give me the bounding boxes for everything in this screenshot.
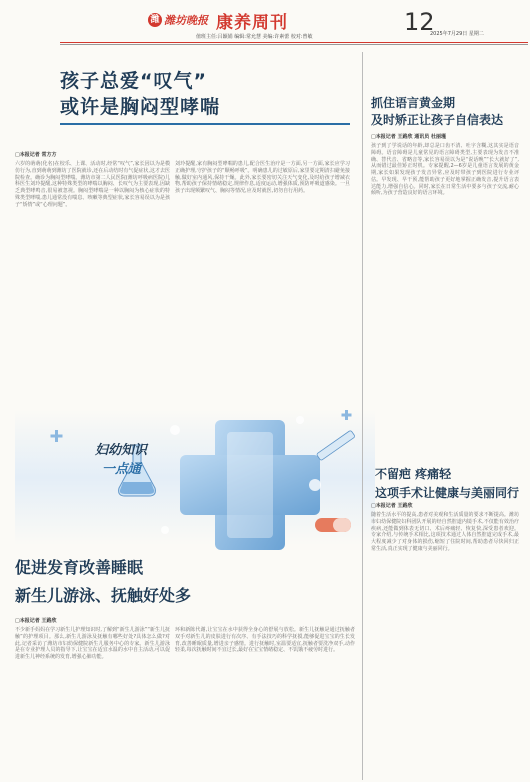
staff-credits: 值班主任:吕颖娟 编辑:常允慧 美编:许素蕾 校对:曾敏 <box>196 34 313 40</box>
story1-body-col2: 刘玲提醒,家有胸闷型哮喘的患儿,配合医生治疗是一方面,另一方面,家长应学习正确护理,守护孩子的“顺畅呼吸”。明确患儿的过敏原后,家里要定期清扫避免接触,做好室内通风,保持干燥。此外,家长要密切关注天气变化,及时给孩子增减衣物,帮助孩子保持情绪稳定,规律作息,适度运动,增强体质,预防呼吸道感染。一旦孩子出现频繁叹气、胸闷等情况,应及时就医,切勿自行用药。 <box>175 161 350 194</box>
paper-name: 潍坊晚报 <box>164 14 208 27</box>
story1-headline-line1: 孩子总爱“叹气” <box>60 70 207 92</box>
story4-headline-line1: 不留疤 疼痛轻 <box>375 467 452 481</box>
story2-body-col1: 不少新手妈妈在学习新生儿护理知识时,了解到“新生儿游泳”“新生儿抚触”的护理项目。那么,新生儿游泳及抚触有哪些好处?具体怎么做?对此,记者采访了潍坊市妇幼保健院新生儿服务中心的专家。新生儿游泳是在专业护理人员的指导下,让宝宝在适宜水温的水中自主活动,可以促进新生儿神经系统的发育,增强心肺功能。 <box>15 627 170 660</box>
header-rule-thin <box>60 44 528 45</box>
story4-byline: □本报记者 王路欣 <box>371 503 413 509</box>
story2-headline-line1: 促进发育改善睡眠 <box>15 558 144 577</box>
story2-headline-line2: 新生儿游泳、抚触好处多 <box>15 586 192 605</box>
story4-headline-line2: 这项手术让健康与美丽同行 <box>375 486 520 500</box>
logo-icon: 潍 <box>148 13 162 27</box>
story3-byline: □本报记者 王路欣 通讯员 杜丽瑾 <box>371 134 446 140</box>
story1-accent-rule <box>60 123 350 125</box>
edition-date: 2025年7月29日 星期二 <box>430 31 484 37</box>
tip-section-subtitle: 一点通 <box>102 462 142 477</box>
story3-body: 孩子到了学说话的年龄,却总是口齿不清、吐字含糊,这其实是语音障碍。语音障碍是儿童常见的语言障碍类型,主要表现为发音不准确、替代音、省略音等,家长容易误以为是“说话晚”“长大就好了”,从而错过最佳矫正时机。专家提醒,2—6岁是儿童语言发展的黄金期,家长如果发现孩子发音异常,应及时带孩子到医院进行专业评估。早发现、早干预,能帮助孩子更好地掌握正确发音,提升语言表达能力,增强自信心。同时,家长在日常生活中要多与孩子交流,耐心倾听,为孩子营造良好的语言环境。 <box>371 143 519 197</box>
story1-byline: □本报记者 常方方 <box>15 152 57 158</box>
header-rule <box>60 42 528 43</box>
story4-body: 随着生活水平的提高,患者对美观和生活质量的要求不断提高。潍坊市妇幼保健院妇科团队开展的经自然腔道内镜手术,不仅能有效治疗疾病,还能做到体表无切口、术后疼痛轻、恢复快,深受患者欢迎。专家介绍,与传统手术相比,这项技术通过人体自然腔道完成手术,最大程度减少了对身体的损伤,缩短了住院时间,帮助患者尽快回归正常生活,真正实现了健康与美丽同行。 <box>371 512 519 552</box>
story1-headline-line2: 或许是胸闷型哮喘 <box>60 96 221 118</box>
section-title: 康养周刊 <box>216 13 288 33</box>
story3-headline-line1: 抓住语言黄金期 <box>371 96 456 110</box>
tip-section-title: 妇幼知识 <box>95 443 148 458</box>
page-number: 12 <box>404 8 435 36</box>
pill-capsule-icon <box>315 518 351 532</box>
story2-byline: □本报记者 王路欣 <box>15 618 57 624</box>
story2-body-col2: 环和新陈代谢,让宝宝在水中获得全身心的舒展与放松。新生儿抚触是通过抚触者双手对新生儿的皮肤进行有次序、有手法技巧的科学抚摸,能够促进宝宝的生长发育,改善睡眠质量,增进亲子感情。进行抚触时,室温要适宜,抚触者要洗净双手,动作轻柔,每次抚触时间不宜过长,最好在宝宝情绪稳定、不饥饿不疲劳时进行。 <box>175 627 355 654</box>
medical-illustration <box>15 390 375 565</box>
story1-body-col1: 六岁的萌萌(化名)在校乐、上课、活动时,经常“叹气”,家长因以为是模仿行为,直到萌萌到潍坊了医院就诊,还在后动结时有气促症状,这才去医院检查。确诊为胸闷型哮喘。潍坊市第二人民医院(潍坊呼吸病医院)儿科医生刘玲提醒,这种特殊类型的哮喘以胸闷、长叹气为主要表现,因缺乏典型哮鸣音,很易被忽视。胸闷型哮喘是一种以胸闷为核心症状的特殊类型哮喘,患儿通常没有喘息、咳嗽等典型症状,家长容易误以为是孩子“矫情”或“心理问题”。 <box>15 161 170 208</box>
story3-headline-line2: 及时矫正让孩子自信表达 <box>371 113 504 127</box>
column-divider <box>362 52 363 780</box>
